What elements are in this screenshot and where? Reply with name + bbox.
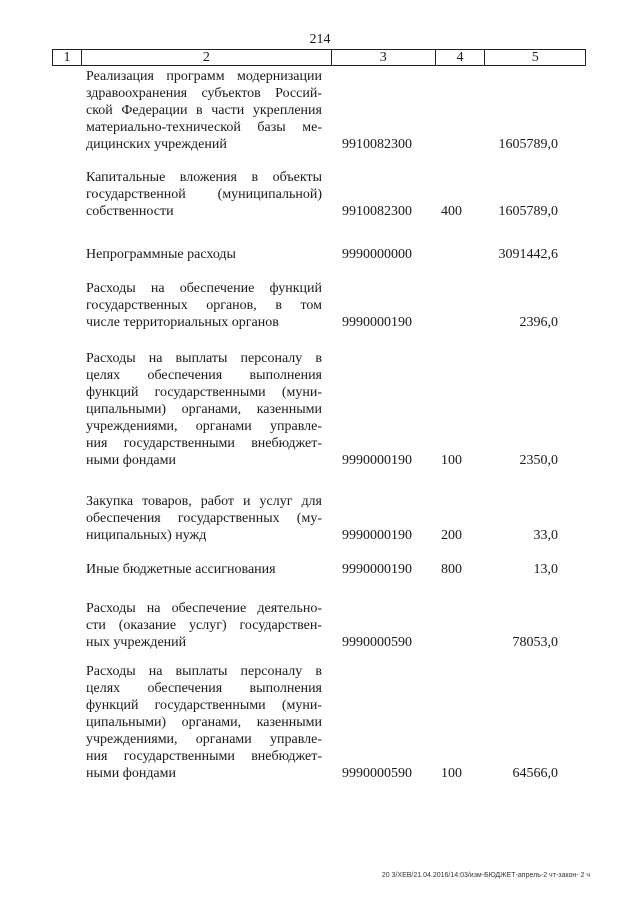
row-code: 9910082300 bbox=[342, 137, 412, 152]
description-line: государственных органов, в том bbox=[86, 298, 322, 313]
description-line: функций государственными (муни- bbox=[86, 385, 322, 400]
row-code: 9910082300 bbox=[342, 204, 412, 219]
row-code: 9990000190 bbox=[342, 528, 412, 543]
description-line: числе территориальных органов bbox=[86, 315, 279, 330]
row-expense-type: 800 bbox=[441, 562, 462, 577]
row-expense-type: 400 bbox=[441, 204, 462, 219]
row-amount: 33,0 bbox=[533, 528, 558, 543]
row-amount: 3091442,6 bbox=[498, 247, 558, 262]
description-line: учреждениями, органами управле- bbox=[86, 419, 322, 434]
page-number: 214 bbox=[309, 32, 331, 47]
description-line: государственной (муниципальной) bbox=[86, 187, 322, 202]
description-line: обеспечения государственных (му- bbox=[86, 511, 322, 526]
row-amount: 78053,0 bbox=[512, 635, 558, 650]
description-line: Реализация программ модернизации bbox=[86, 69, 322, 84]
description-line: учреждениями, органами управле- bbox=[86, 732, 322, 747]
row-expense-type: 200 bbox=[441, 528, 462, 543]
column-header-3: 3 bbox=[332, 50, 436, 65]
description-line: здравоохранения субъектов Россий- bbox=[86, 86, 322, 101]
description-line: ния государственными внебюджет- bbox=[86, 749, 322, 764]
row-code: 9990000190 bbox=[342, 453, 412, 468]
row-code: 9990000190 bbox=[342, 562, 412, 577]
row-amount: 64566,0 bbox=[512, 766, 558, 781]
column-header-2: 2 bbox=[82, 50, 332, 65]
description-line: собственности bbox=[86, 204, 174, 219]
row-description bbox=[86, 561, 322, 578]
row-description bbox=[86, 169, 322, 220]
row-amount: 1605789,0 bbox=[498, 204, 558, 219]
row-description bbox=[86, 68, 322, 153]
row-amount: 13,0 bbox=[533, 562, 558, 577]
description-line: Расходы на выплаты персоналу в bbox=[86, 664, 322, 679]
description-line: Капитальные вложения в объекты bbox=[86, 170, 322, 185]
description-line: материально-технической базы ме- bbox=[86, 120, 322, 135]
row-expense-type: 100 bbox=[441, 766, 462, 781]
row-amount: 1605789,0 bbox=[498, 137, 558, 152]
row-expense-type: 100 bbox=[441, 453, 462, 468]
description-line: ных учреждений bbox=[86, 635, 187, 650]
column-header-5: 5 bbox=[531, 50, 539, 65]
description-line: дицинских учреждений bbox=[86, 137, 227, 152]
description-line: ными фондами bbox=[86, 766, 177, 781]
row-code: 9990000590 bbox=[342, 766, 412, 781]
description-line: ской Федерации в части укрепления bbox=[86, 103, 322, 118]
row-amount: 2396,0 bbox=[519, 315, 558, 330]
description-line: целях обеспечения выполнения bbox=[86, 681, 322, 696]
description-line: Расходы на обеспечение функций bbox=[86, 281, 322, 296]
row-code: 9990000590 bbox=[342, 635, 412, 650]
description-line: ципальными) органами, казенными bbox=[86, 715, 322, 730]
description-line: Расходы на обеспечение деятельно- bbox=[86, 601, 322, 616]
description-line: Расходы на выплаты персоналу в bbox=[86, 351, 322, 366]
row-description bbox=[86, 280, 322, 331]
description-line: ниципальных) нужд bbox=[86, 528, 207, 543]
column-header-1: 1 bbox=[53, 50, 82, 65]
column-header-row bbox=[52, 49, 586, 66]
column-header-4: 4 bbox=[436, 50, 486, 65]
description-line: ния государственными внебюджет- bbox=[86, 436, 322, 451]
description-line: ципальными) органами, казенными bbox=[86, 402, 322, 417]
description-line: целях обеспечения выполнения bbox=[86, 368, 322, 383]
description-line: функций государственными (муни- bbox=[86, 698, 322, 713]
description-line: сти (оказание услуг) государствен- bbox=[86, 618, 322, 633]
row-description bbox=[86, 350, 322, 469]
description-line: Иные бюджетные ассигнования bbox=[86, 562, 276, 577]
description-line: Непрограммные расходы bbox=[86, 247, 236, 262]
row-description bbox=[86, 493, 322, 544]
row-description bbox=[86, 663, 322, 782]
row-description bbox=[86, 246, 322, 263]
row-description bbox=[86, 600, 322, 651]
description-line: Закупка товаров, работ и услуг для bbox=[86, 494, 322, 509]
description-line: ными фондами bbox=[86, 453, 177, 468]
document-footer: 20 3/ХЕВ/21.04.2016/14:03/изм-БЮДЖЕТ-апрель-2 чт-закон- 2 ч bbox=[381, 872, 590, 879]
row-code: 9990000190 bbox=[342, 315, 412, 330]
row-amount: 2350,0 bbox=[519, 453, 558, 468]
row-code: 9990000000 bbox=[342, 247, 412, 262]
